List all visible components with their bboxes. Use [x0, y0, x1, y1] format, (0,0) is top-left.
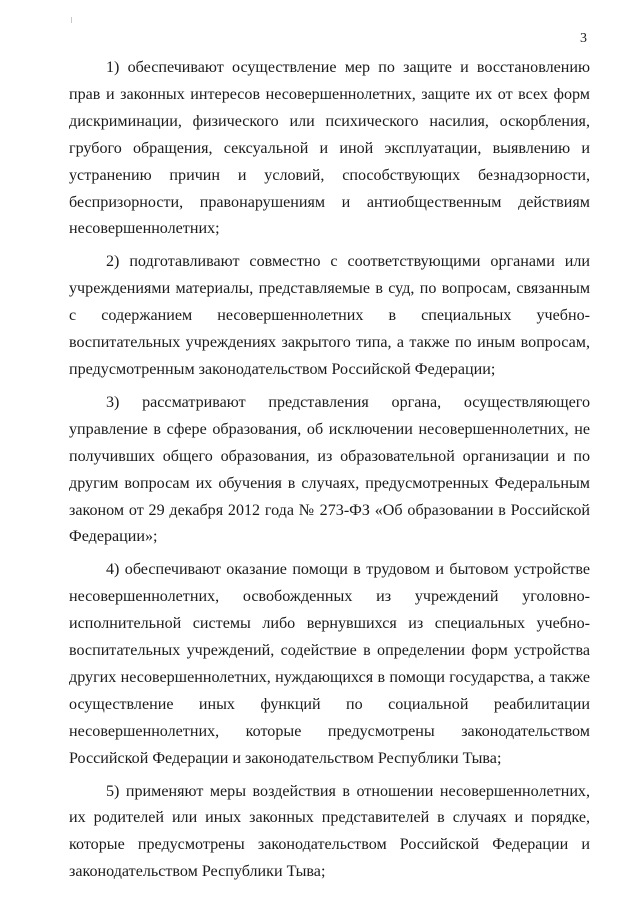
page-number: 3	[580, 31, 587, 46]
scan-mark	[71, 17, 72, 23]
list-item-2: 2) подготавливают совместно с соответствующими органами или учреждениями материалы, представляемые в суд, по вопросам, связанным с содержанием несовершеннолетних в специальных учебно-воспитательных учреждениях закрытого типа, а также по иным вопросам, предусмотренным законодательством Российской Федерации;	[69, 253, 590, 378]
list-item-5: 5) применяют меры воздействия в отношении несовершеннолетних, их родителей или иных законных представителей в случаях и порядке, которые предусмотрены законодательством Российской Федерации и законодательством Республики Тыва;	[69, 782, 590, 881]
list-item-4: 4) обеспечивают оказание помощи в трудовом и бытовом устройстве несовершеннолетних, освобожденных из учреждений уголовно-исполнительной системы либо вернувшихся из специальных учебно-воспитательных учреждений, содействие в определении форм устройства других несовершеннолетних, нуждающихся в помощи государства, а также осуществление иных функций по социальной реабилитации несовершеннолетних, которые предусмотрены законодательством Российской Федерации и законодательством Республики Тыва;	[69, 561, 590, 767]
list-item-3: 3) рассматривают представления органа, осуществляющего управление в сфере образования, об исключении несовершеннолетних, не получивших общего образования, из образовательной организации и по другим вопросам их обучения в случаях, предусмотренных Федеральным законом от 29 декабря 2012 года № 273-ФЗ «Об образовании в Российской Федерации»;	[69, 393, 590, 546]
list-item-1: 1) обеспечивают осуществление мер по защите и восстановлению прав и законных интересов несовершеннолетних, защите их от всех форм дискриминации, физического или психического насилия, оскорбления, грубого обращения, сексуальной и иной эксплуатации, выявлению и устранению причин и условий, способствующих безнадзорности, беспризорности, правонарушениям и антиобщественным действиям несовершеннолетних;	[69, 59, 590, 238]
document-body	[69, 55, 590, 886]
